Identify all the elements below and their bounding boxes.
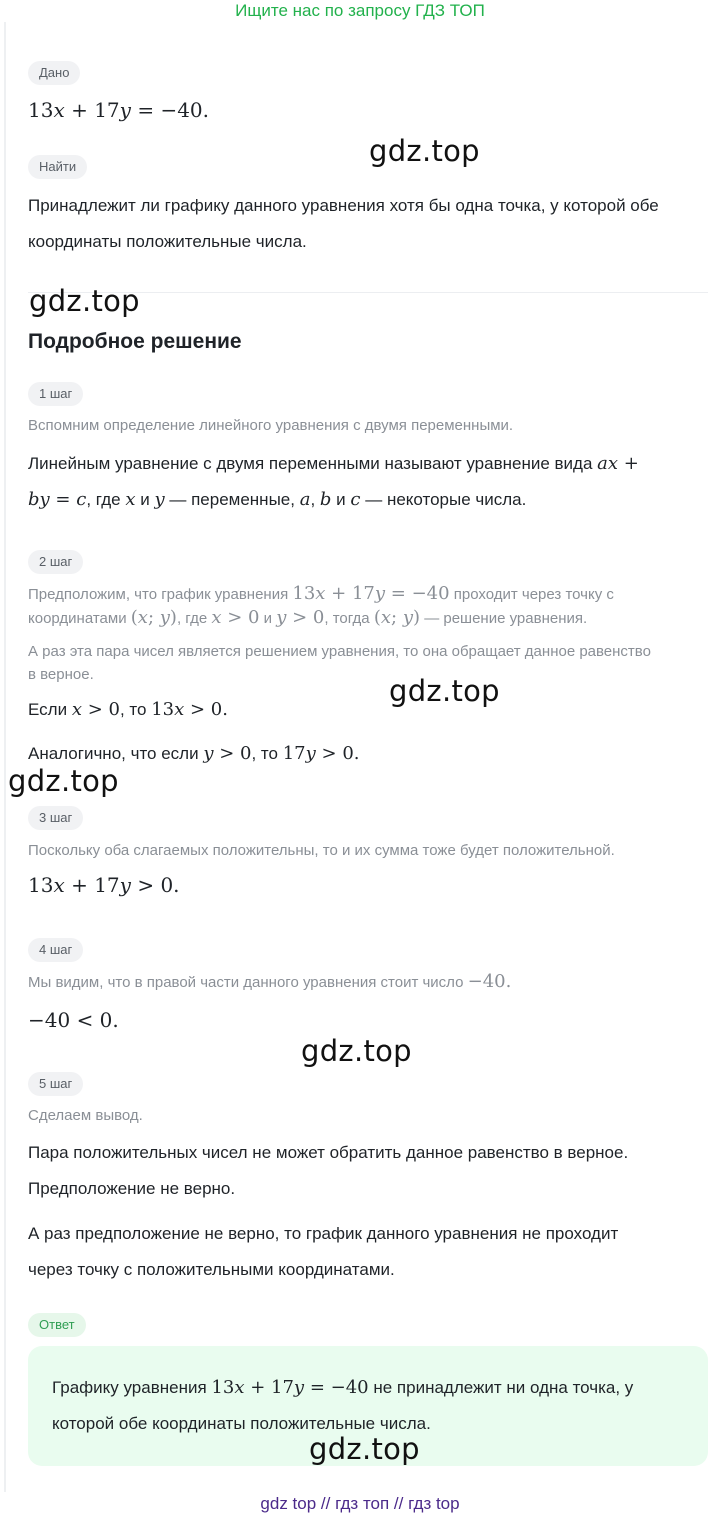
find-line-1: Принадлежит ли графику данного уравнения хотя бы одна точка, у которой обе — [28, 196, 659, 215]
step-1-muted: Вспомним определение линейного уравнения с двумя переменными. — [28, 417, 514, 434]
step-2-muted-2: координатами (x; y), где x > 0 и y > 0, тогда (x; y) — решение уравнения. — [28, 607, 588, 628]
given-label: Дано — [28, 61, 80, 85]
step-3-muted: Поскольку оба слагаемых положительны, то и их сумма тоже будет положительной. — [28, 842, 615, 859]
step-3-equation: 13x + 17y > 0. — [28, 873, 180, 897]
watermark: gdz.top — [301, 1034, 412, 1068]
step-4-label: 4 шаг — [28, 938, 83, 962]
step-5-line-3: А раз предположение не верно, то график данного уравнения не проходит — [28, 1224, 619, 1243]
step-2-muted-1: Предположим, что график уравнения 13x + 17y = −40 проходит через точку с — [28, 583, 614, 604]
given-equation: 13x + 17y = −40. — [28, 98, 210, 122]
step-1-line-2: by = c, где x и y — переменные, a, b и c — некоторые числа. — [28, 489, 527, 510]
step-4-muted: Мы видим, что в правой части данного уравнения стоит число −40. — [28, 971, 512, 992]
solution-title: Подробное решение — [28, 330, 242, 353]
step-5-pill — [28, 1072, 83, 1096]
step-5-muted: Сделаем вывод. — [28, 1107, 143, 1124]
answer-pill — [28, 1313, 86, 1337]
top-banner: Ищите нас по запросу ГДЗ ТОП — [235, 1, 485, 20]
step-1-line-1: Линейным уравнение с двумя переменными называют уравнение вида ax + — [28, 453, 639, 474]
step-2-muted-3: А раз эта пара чисел является решением уравнения, то она обращает данное равенство — [28, 643, 651, 660]
watermark: gdz.top — [29, 284, 140, 318]
step-2-pill — [28, 550, 83, 574]
answer-label: Ответ — [28, 1313, 86, 1337]
find-label: Найти — [28, 155, 87, 179]
step-2-label: 2 шаг — [28, 550, 83, 574]
watermark: gdz.top — [369, 134, 480, 168]
find-line-2: координаты положительные числа. — [28, 232, 307, 251]
step-3-label: 3 шаг — [28, 806, 83, 830]
step-5-label: 5 шаг — [28, 1072, 83, 1096]
step-4-pill — [28, 938, 83, 962]
step-5-line-2: Предположение не верно. — [28, 1179, 236, 1198]
answer-line-1: Графику уравнения 13x + 17y = −40 не принадлежит ни одна точка, у — [52, 1377, 634, 1398]
step-3-pill — [28, 806, 83, 830]
step-1-label: 1 шаг — [28, 382, 83, 406]
left-rule — [4, 22, 6, 1492]
watermark: gdz.top — [309, 1432, 420, 1466]
step-1-pill — [28, 382, 83, 406]
watermark: gdz.top — [389, 674, 500, 708]
watermark: gdz.top — [8, 764, 119, 798]
answer-line-2: которой обе координаты положительные числа. — [52, 1414, 431, 1433]
step-2-if: Если x > 0, то 13x > 0. — [28, 699, 228, 720]
given-label-pill — [28, 61, 80, 85]
footer-links[interactable]: gdz top // гдз топ // гдз top — [260, 1494, 460, 1513]
find-label-pill — [28, 155, 87, 179]
step-5-line-4: через точку с положительными координатами. — [28, 1260, 395, 1279]
step-4-equation: −40 < 0. — [28, 1008, 119, 1032]
step-2-analog: Аналогично, что если y > 0, то 17y > 0. — [28, 743, 360, 764]
step-2-muted-4: в верное. — [28, 666, 94, 683]
step-5-line-1: Пара положительных чисел не может обратить данное равенство в верное. — [28, 1143, 629, 1162]
